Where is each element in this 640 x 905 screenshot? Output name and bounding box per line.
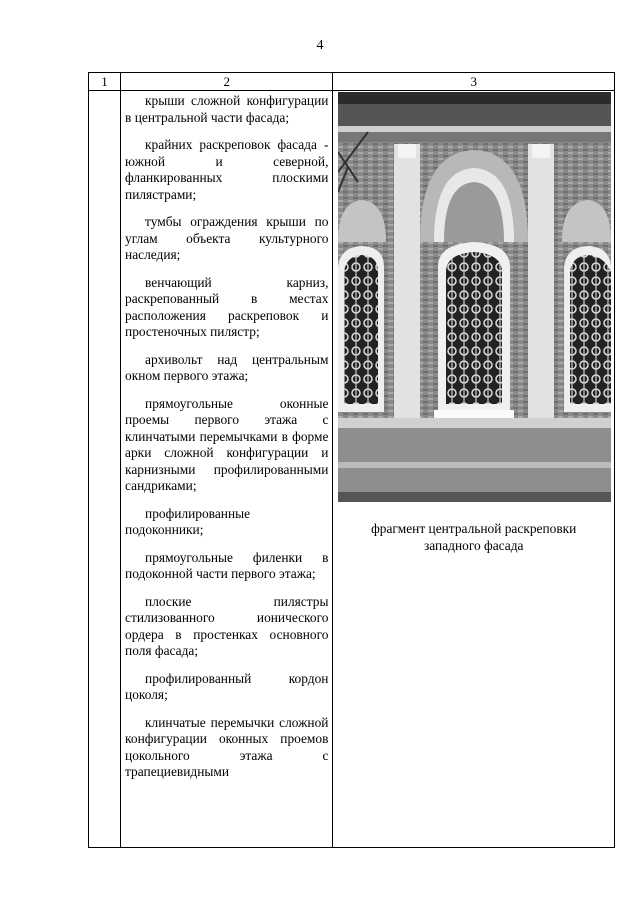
list-item: профилированные подоконники; [125, 505, 251, 537]
document-table [88, 72, 615, 848]
list-item: тумбы ограждения крыши по углам объекта культурного наследия; [125, 214, 329, 262]
list-item: крыши сложной конфигурации в центральной части фасада; [125, 93, 329, 125]
list-item: плоские пилястры стилизованного ионического ордера в простенках основного поля фасада; [125, 593, 329, 658]
list-item: венчающий карниз, раскрепованный в местах расположения раскреповок и простеночных пилястр; [125, 274, 329, 339]
row-number-cell [89, 91, 121, 848]
facade-photo [338, 92, 611, 502]
list-item: клинчатые перемычки сложной конфигурации оконных проемов цокольного этажа с трапециевидными [125, 714, 329, 779]
page-number: 4 [316, 38, 324, 53]
list-item: прямоугольные филенки в подоконной части первого этажа; [125, 549, 329, 581]
table-header-row [89, 73, 615, 91]
photo-caption: фрагмент центральной раскреповки западного фасада [371, 521, 577, 553]
list-item: прямоугольные оконные проемы первого этажа с клинчатыми перемычками в форме арки сложной конфигурации и карнизными профилированными сандриками; [125, 395, 329, 493]
column-header-1: 1 [89, 73, 121, 91]
table-row [89, 91, 615, 848]
column-header-3: 3 [333, 73, 615, 91]
column-header-2: 2 [121, 73, 333, 91]
photo-cell [333, 91, 615, 848]
list-item: профилированный кордон цоколя; [125, 670, 329, 702]
list-item: крайних раскреповок фасада - южной и северной, фланкированных плоскими пилястрами; [125, 137, 329, 202]
description-cell [121, 91, 333, 848]
list-item: архивольт над центральным окном первого этажа; [125, 351, 329, 383]
